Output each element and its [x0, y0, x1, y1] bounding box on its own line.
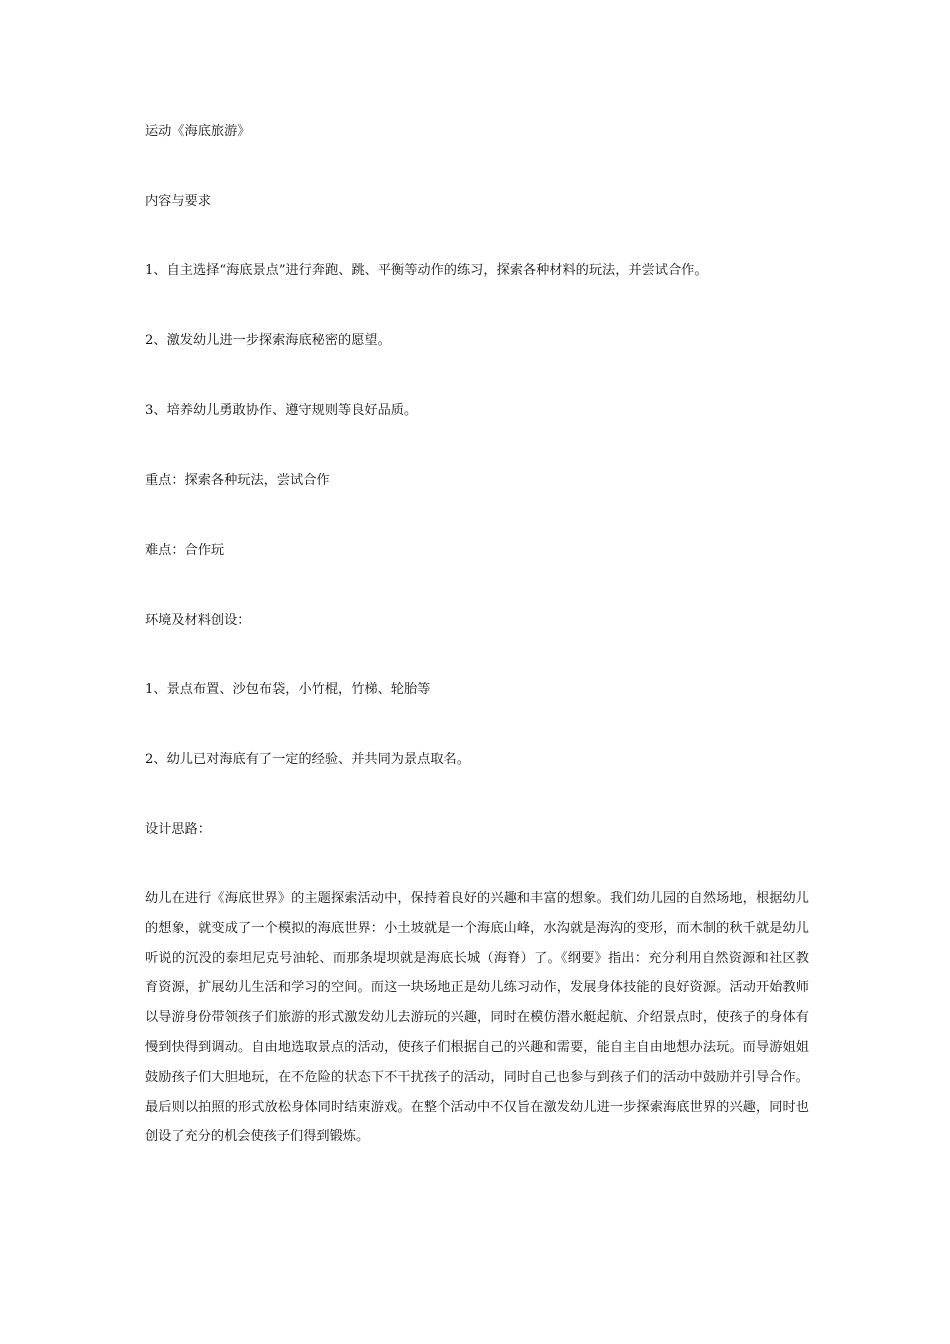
- section-heading-content: 内容与要求: [145, 194, 211, 209]
- section-heading-materials: 环境及材料创设：: [145, 613, 251, 628]
- material-item-2: 2、幼儿已对海底有了一定的经验、并共同为景点取名。: [145, 752, 470, 767]
- document-title: 运动《海底旅游》: [145, 124, 251, 139]
- requirement-item-3: 3、培养幼儿勇敢协作、遵守规则等良好品质。: [145, 403, 418, 418]
- section-heading-design: 设计思路：: [145, 822, 211, 837]
- difficulty: 难点：合作玩: [145, 543, 225, 558]
- key-point: 重点：探索各种玩法，尝试合作: [145, 473, 330, 488]
- requirement-item-1: 1、自主选择“海底景点”进行奔跑、跳、平衡等动作的练习，探索各种材料的玩法，并尝试合作。: [145, 263, 708, 278]
- requirement-item-2: 2、激发幼儿进一步探索海底秘密的愿望。: [145, 333, 391, 348]
- material-item-1: 1、景点布置、沙包布袋，小竹棍，竹梯、轮胎等: [145, 682, 431, 697]
- design-paragraph: 幼儿在进行《海底世界》的主题探索活动中，保持着良好的兴趣和丰富的想象。我们幼儿园的自然场地，根据幼儿的想象，就变成了一个模拟的海底世界：小土坡就是一个海底山峰，水沟就是海沟的变形，而木制的秋千就是幼儿听说的沉没的泰坦尼克号油轮、而那条堤坝就是海底长城（海脊）了。《纲要》指出：充分利用自然资源和社区教育资源，扩展幼儿生活和学习的空间。而这一块场地正是幼儿练习动作，发展身体技能的良好资源。活动开始教师以导游身份带领孩子们旅游的形式激发幼儿去游玩的兴趣，同时在模仿潜水艇起航、介绍景点时，使孩子的身体有慢到快得到调动。自由地选取景点的活动，使孩子们根据自己的兴趣和需要，能自主自由地想办法玩。而导游姐姐鼓励孩子们大胆地玩，在不危险的状态下不干扰孩子的活动，同时自己也参与到孩子们的活动中鼓励并引导合作。最后则以拍照的形式放松身体同时结束游戏。在整个活动中不仅旨在激发幼儿进一步探索海底世界的兴趣，同时也创设了充分的机会使孩子们得到锻炼。: [145, 891, 809, 1145]
